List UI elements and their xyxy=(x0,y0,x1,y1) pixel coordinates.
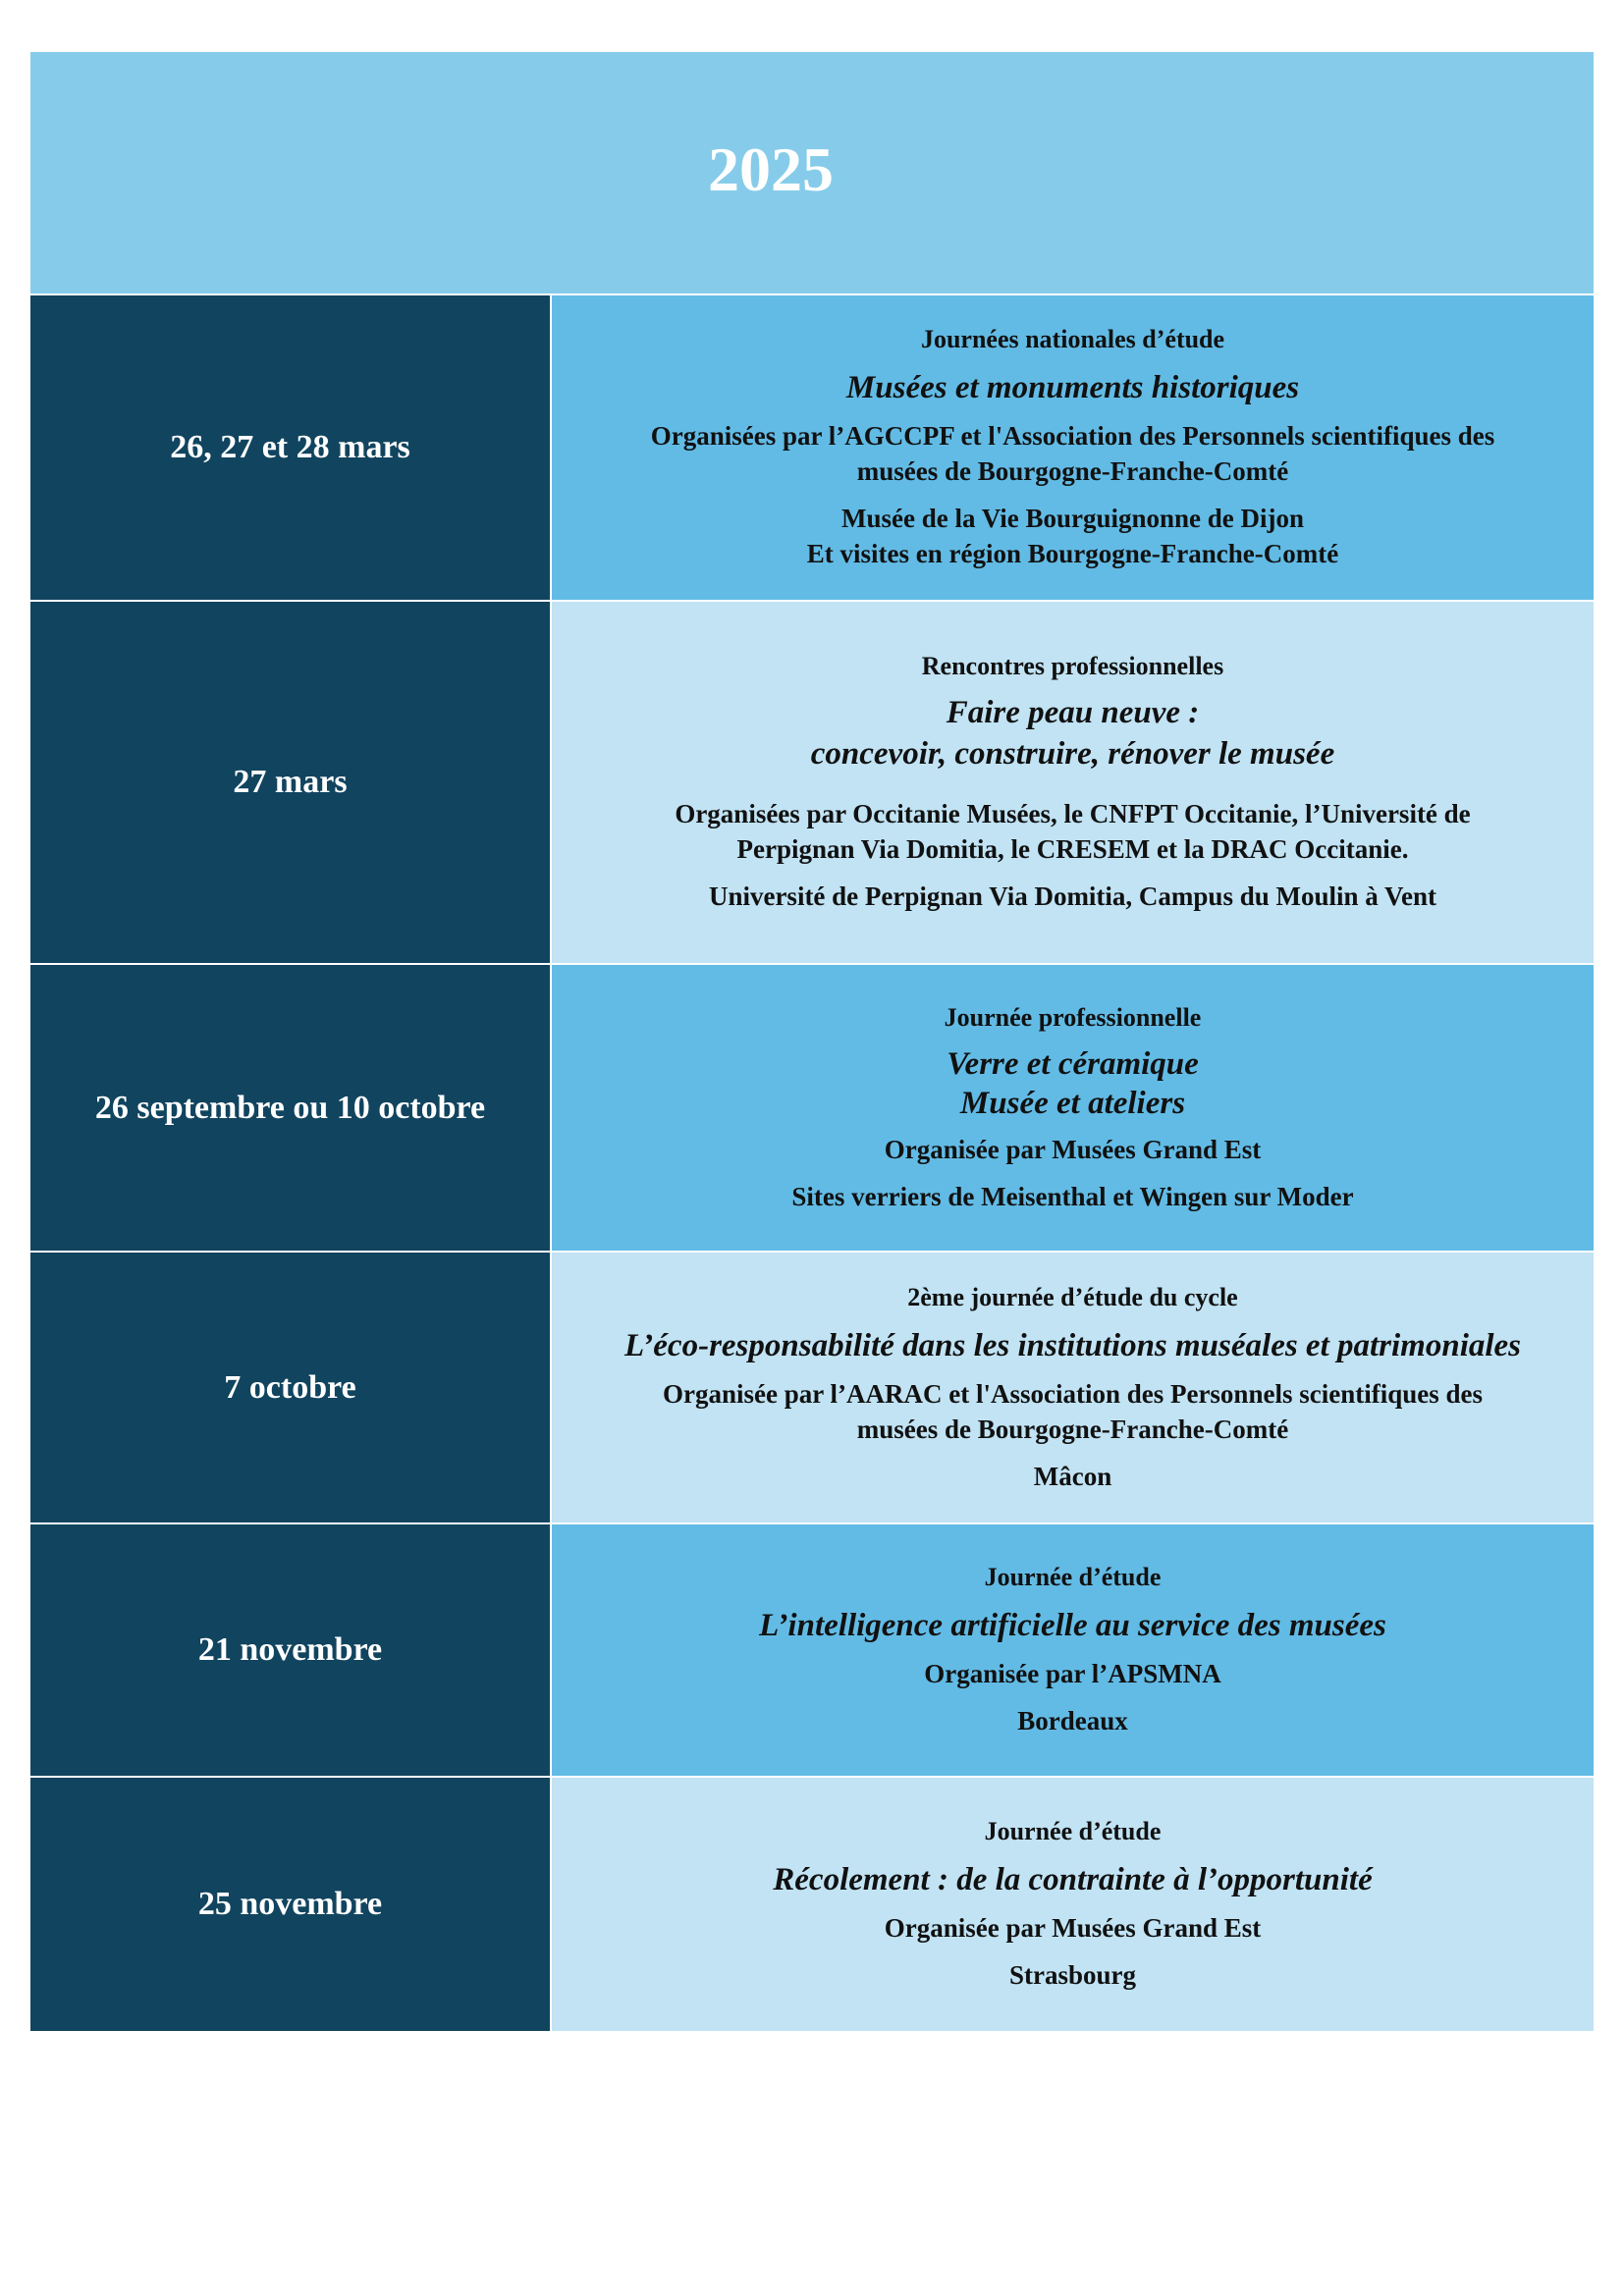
event-location-line: Strasbourg xyxy=(1008,1960,1136,1990)
event-title-line: Musées et monuments historiques xyxy=(845,370,1300,405)
event-details xyxy=(552,965,1594,1251)
event-title-line: Verre et céramique xyxy=(947,1045,1199,1082)
events-table xyxy=(30,52,1594,2031)
event-title xyxy=(811,692,1334,774)
event-date: 26 septembre ou 10 octobre xyxy=(30,965,552,1251)
event-organizer xyxy=(885,1132,1262,1167)
table-row xyxy=(30,1524,1594,1778)
event-title xyxy=(947,1043,1199,1124)
event-date: 7 octobre xyxy=(30,1253,552,1522)
event-location-line: Mâcon xyxy=(1033,1461,1112,1491)
event-title-line: L’intelligence artificielle au service des musées xyxy=(759,1608,1386,1643)
table-header xyxy=(30,52,1594,295)
event-organizer xyxy=(663,1376,1483,1447)
event-details xyxy=(552,1524,1594,1776)
event-location xyxy=(1009,1957,1136,1993)
event-organizer-line: Organisée par l’APSMNA xyxy=(924,1659,1221,1688)
event-location xyxy=(709,879,1436,914)
event-organizer-line: Organisées par Occitanie Musées, le CNFPT Occitanie, l’Université de xyxy=(675,799,1471,828)
event-kind: Journée professionnelle xyxy=(944,1002,1202,1032)
table-row xyxy=(30,1778,1594,2031)
event-organizer-line: Organisée par l’AARAC et l'Association des Personnels scientifiques des xyxy=(663,1378,1483,1409)
event-location-line: Et visites en région Bourgogne-Franche-Comté xyxy=(806,539,1339,568)
table-row xyxy=(30,1253,1594,1524)
event-organizer-line: Organisées par l’AGCCPF et l'Association des Personnels scientifiques des xyxy=(650,421,1495,451)
event-title-line: Faire peau neuve : xyxy=(946,695,1200,730)
event-organizer-line: musées de Bourgogne-Franche-Comté xyxy=(856,456,1289,486)
event-organizer-line: Organisée par Musées Grand Est xyxy=(884,1913,1262,1943)
event-location xyxy=(791,1179,1353,1214)
event-title-line: L’éco-responsabilité dans les institutions muséales et patrimoniales xyxy=(623,1327,1522,1363)
event-location-line: Musée de la Vie Bourguignonne de Dijon xyxy=(840,504,1305,533)
event-location xyxy=(1017,1703,1128,1738)
event-location-line: Bordeaux xyxy=(1017,1706,1128,1735)
event-kind: Rencontres professionnelles xyxy=(921,652,1224,680)
table-row xyxy=(30,965,1594,1253)
event-title-line: Musée et ateliers xyxy=(959,1085,1186,1121)
event-details xyxy=(552,602,1594,963)
year-heading: 2025 xyxy=(708,134,834,204)
event-kind: Journée d’étude xyxy=(984,1563,1162,1591)
event-title xyxy=(846,365,1299,410)
table-row xyxy=(30,602,1594,965)
event-organizer-line: Perpignan Via Domitia, le CRESEM et la DRAC Occitanie. xyxy=(736,834,1409,864)
event-title xyxy=(624,1323,1521,1368)
event-title xyxy=(759,1603,1386,1648)
event-location-line: Sites verriers de Meisenthal et Wingen sur Moder xyxy=(791,1181,1354,1211)
event-organizer xyxy=(675,796,1470,867)
event-title-line: concevoir, construire, rénover le musée xyxy=(810,736,1335,772)
event-date: 26, 27 et 28 mars xyxy=(30,295,552,600)
event-details xyxy=(552,295,1594,600)
event-organizer-line: Organisée par Musées Grand Est xyxy=(884,1134,1262,1164)
table-row xyxy=(30,295,1594,602)
event-date: 21 novembre xyxy=(30,1524,552,1776)
event-location xyxy=(1034,1459,1111,1494)
event-title-line: Récolement : de la contrainte à l’opportunité xyxy=(773,1862,1373,1897)
event-organizer xyxy=(651,418,1494,489)
event-organizer xyxy=(924,1656,1220,1691)
event-kind: Journées nationales d’étude xyxy=(920,325,1225,353)
event-organizer xyxy=(885,1910,1262,1946)
event-details xyxy=(552,1253,1594,1522)
event-location xyxy=(807,501,1338,571)
event-organizer-line: musées de Bourgogne-Franche-Comté xyxy=(856,1414,1289,1444)
event-details xyxy=(552,1778,1594,2031)
event-title xyxy=(773,1857,1372,1902)
event-kind: 2ème journée d’étude du cycle xyxy=(907,1282,1238,1311)
event-date: 27 mars xyxy=(30,602,552,963)
event-location-line: Université de Perpignan Via Domitia, Campus du Moulin à Vent xyxy=(708,881,1437,911)
event-date: 25 novembre xyxy=(30,1778,552,2031)
event-kind: Journée d’étude xyxy=(984,1817,1162,1845)
